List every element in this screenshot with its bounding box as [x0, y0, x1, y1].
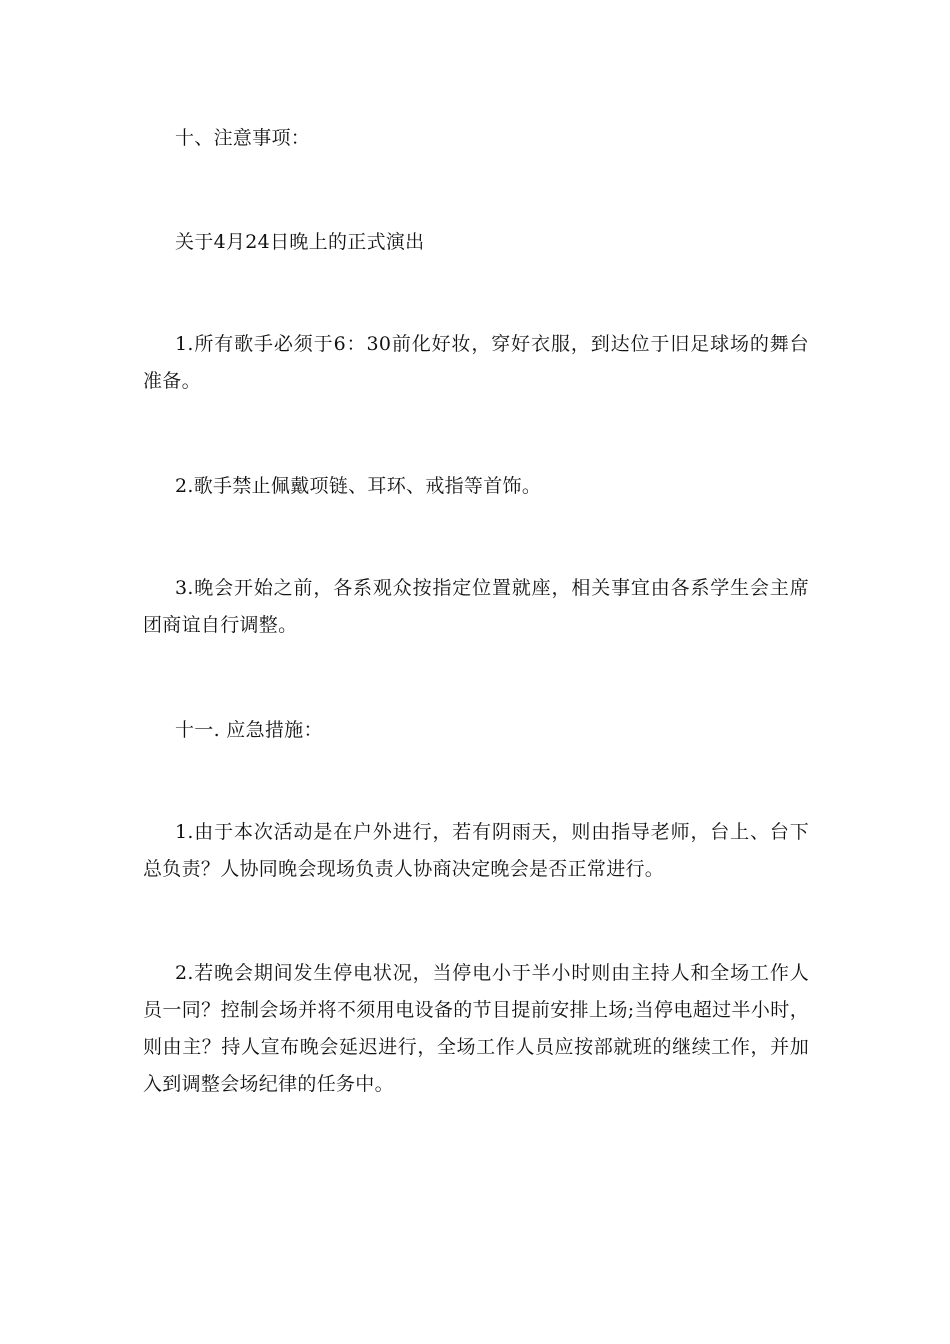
section-heading-emergency: 十一. 应急措施：	[175, 719, 323, 741]
emergency-item-1: 1.由于本次活动是在户外进行，若有阴雨天，则由指导老师，台上、台下总负责？人协同晚会现场负责人协商决定晚会是否正常进行。	[143, 821, 809, 880]
notes-item-3: 3.晚会开始之前，各系观众按指定位置就座，相关事宜由各系学生会主席团商谊自行调整。	[143, 577, 809, 636]
notes-item-2: 2.歌手禁止佩戴项链、耳环、戒指等首饰。	[175, 475, 542, 497]
emergency-item-2: 2.若晚会期间发生停电状况，当停电小于半小时则由主持人和全场工作人员一同？控制会场并将不须用电设备的节目提前安排上场;当停电超过半小时，则由主？持人宣布晚会延迟进行，全场工作人员应按部就班的继续工作，并加入到调整会场纪律的任务中。	[143, 962, 809, 1095]
subheading-performance: 关于4月24日晚上的正式演出	[175, 231, 425, 253]
section-heading-notes: 十、注意事项：	[175, 127, 311, 149]
notes-item-1: 1.所有歌手必须于6：30前化好妆，穿好衣服，到达位于旧足球场的舞台准备。	[143, 333, 809, 392]
